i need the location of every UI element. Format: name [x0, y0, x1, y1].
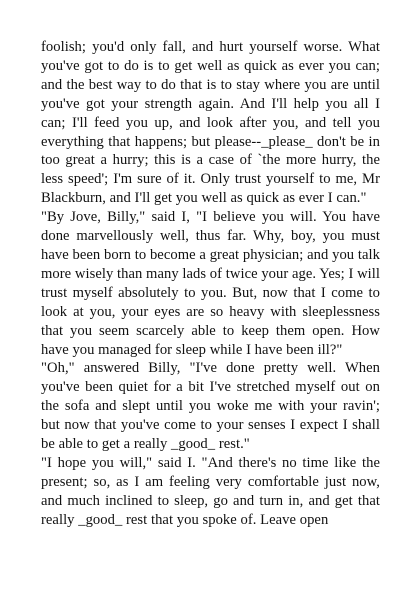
- page-text: [41, 38, 380, 530]
- paragraph: foolish; you'd only fall, and hurt yourself worse. What you've got to do is to get well as quick as ever you can; and the best way to do that is to stay where you are until you've got your strength again. And I'll help you all I can; I'll feed you up, and look after you, and tell you everything that happens; but please--_please_ don't be in too great a hurry; this is a case of `the more hurry, the less speed'; I'm sure of it. Only trust yourself to me, Mr Blackburn, and I'll get you well as quick as ever I can.": [41, 39, 380, 207]
- paragraph: "By Jove, Billy," said I, "I believe you will. You have done marvellously well, thus far. Why, boy, you must have been born to become a great physician; and you talk more wisely than many lads of twice your age. Yes; I will trust myself absolutely to you. But, now that I come to look at you, your eyes are so heavy with sleeplessness that you seem scarcely able to keep them open. How have you managed for sleep while I have been ill?": [41, 209, 380, 358]
- paragraph: "I hope you will," said I. "And there's no time like the present; so, as I am feeling very comfortable just now, and much inclined to sleep, go and turn in, and get that really _good_ rest that you spoke of. Leave open: [41, 454, 380, 528]
- paragraph: "Oh," answered Billy, "I've done pretty well. When you've been quiet for a bit I've stretched myself out on the sofa and slept until you woke me with your ravin'; but now that you've come to your senses I expect I shall be able to get a really _good_ rest.": [41, 360, 380, 453]
